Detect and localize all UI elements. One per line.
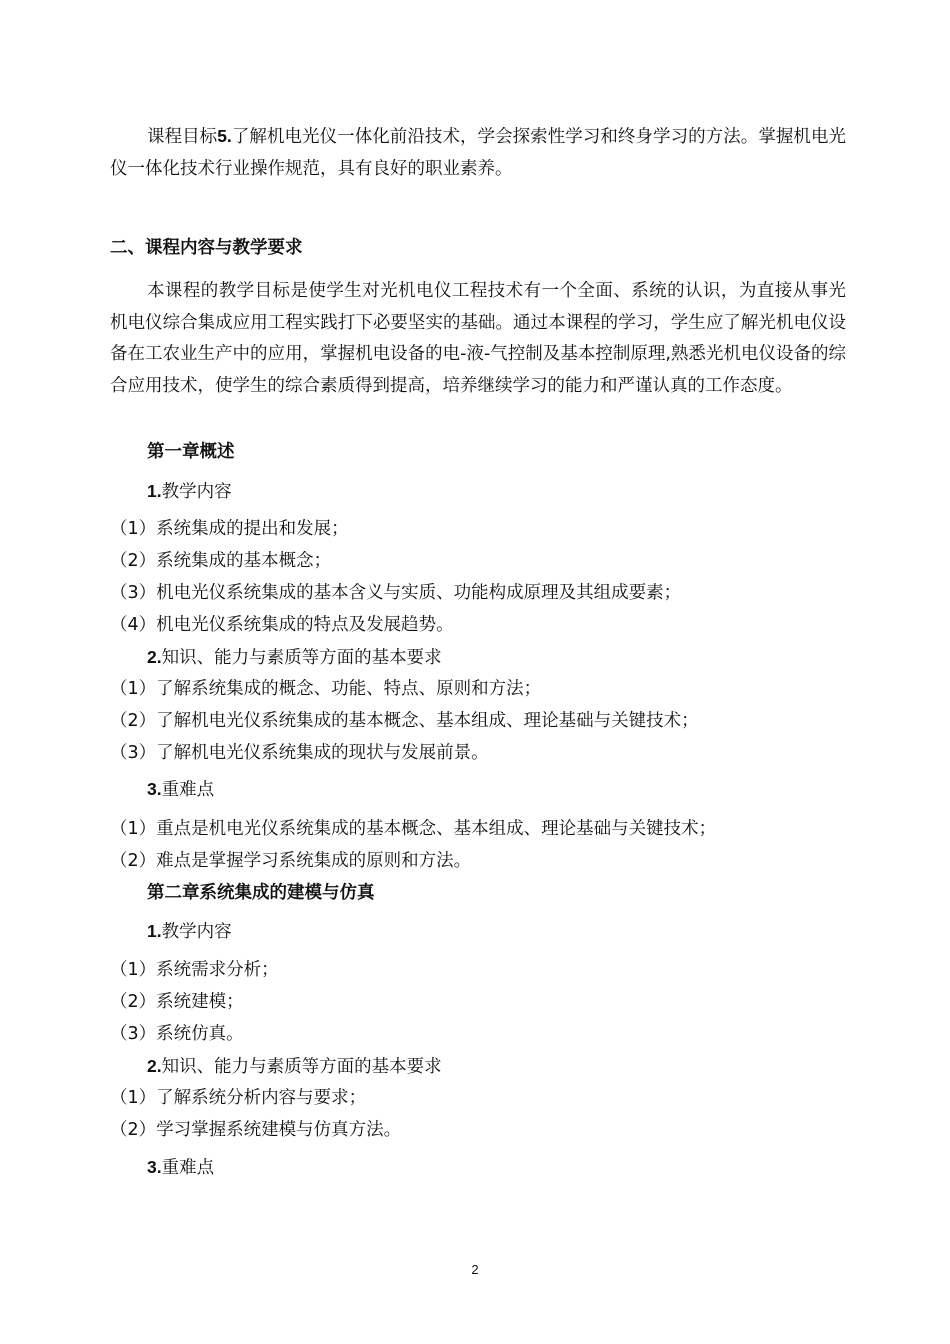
list-item: （2）系统集成的基本概念； xyxy=(110,551,332,571)
ch1-content-num: 1. xyxy=(147,481,162,501)
ch2-req-num: 2. xyxy=(147,1056,162,1076)
ch2-content-num: 1. xyxy=(147,921,162,941)
ch1-content-heading xyxy=(147,479,232,504)
ch2-content-heading xyxy=(147,919,232,944)
ch1-key-num: 3. xyxy=(147,779,162,799)
list-item: （1）重点是机电光仪系统集成的基本概念、基本组成、理论基础与关键技术； xyxy=(110,819,717,839)
ch1-req-num: 2. xyxy=(147,647,162,667)
list-item: （3）系统仿真。 xyxy=(110,1024,244,1044)
intro-paragraph: 本课程的教学目标是使学生对光机电仪工程技术有一个全面、系统的认识，为直接从事光机电仪综合集成应用工程实践打下必要坚实的基础。通过本课程的学习，学生应了解光机电仪设备在工农业生产中的应用，掌握机电设备的电-液-气控制及基本控制原理,熟悉光机电仪设备的综合应用技术，使学生的综合素质得到提高，培养继续学习的能力和严谨认真的工作态度。 xyxy=(110,281,846,396)
list-item: （2）系统建模； xyxy=(110,992,244,1012)
chapter-2-title: 第二章系统集成的建模与仿真 xyxy=(147,883,375,903)
list-item: （2）学习掌握系统建模与仿真方法。 xyxy=(110,1120,402,1140)
ch1-key-heading xyxy=(147,777,214,802)
ch1-key-label: 重难点 xyxy=(161,780,215,800)
ch2-content-label: 教学内容 xyxy=(161,922,232,942)
list-item: （2）了解机电光仪系统集成的基本概念、基本组成、理论基础与关键技术； xyxy=(110,711,699,731)
course-goal-5 xyxy=(110,121,846,185)
goal5-prefix: 课程目标 xyxy=(147,127,218,147)
list-item: （2）难点是掌握学习系统集成的原则和方法。 xyxy=(110,851,472,871)
list-item: （1）了解系统分析内容与要求； xyxy=(110,1088,367,1108)
list-item: （3）了解机电光仪系统集成的现状与发展前景。 xyxy=(110,743,489,763)
list-item: （3）机电光仪系统集成的基本含义与实质、功能构成原理及其组成要素； xyxy=(110,583,682,603)
ch2-key-num: 3. xyxy=(147,1157,162,1177)
ch1-content-label: 教学内容 xyxy=(161,482,232,502)
page-number: 2 xyxy=(471,1262,479,1277)
ch2-key-heading xyxy=(147,1155,214,1180)
ch2-key-label: 重难点 xyxy=(161,1158,215,1178)
ch1-req-heading xyxy=(147,645,442,670)
chapter-1-title: 第一章概述 xyxy=(147,442,235,462)
list-item: （1）系统集成的提出和发展； xyxy=(110,519,349,539)
ch2-req-label: 知识、能力与素质等方面的基本要求 xyxy=(161,1057,442,1077)
ch2-req-heading xyxy=(147,1054,442,1079)
goal5-text: 了解机电光仪一体化前沿技术，学会探索性学习和终身学习的方法。掌握机电光仪一体化技术行业操作规范，具有良好的职业素养。 xyxy=(110,127,847,179)
ch1-req-label: 知识、能力与素质等方面的基本要求 xyxy=(161,648,442,668)
list-item: （1）了解系统集成的概念、功能、特点、原则和方法； xyxy=(110,679,542,699)
goal5-number: 5. xyxy=(217,126,232,146)
section-heading: 二、课程内容与教学要求 xyxy=(110,238,303,258)
list-item: （4）机电光仪系统集成的特点及发展趋势。 xyxy=(110,615,454,635)
list-item: （1）系统需求分析； xyxy=(110,960,279,980)
